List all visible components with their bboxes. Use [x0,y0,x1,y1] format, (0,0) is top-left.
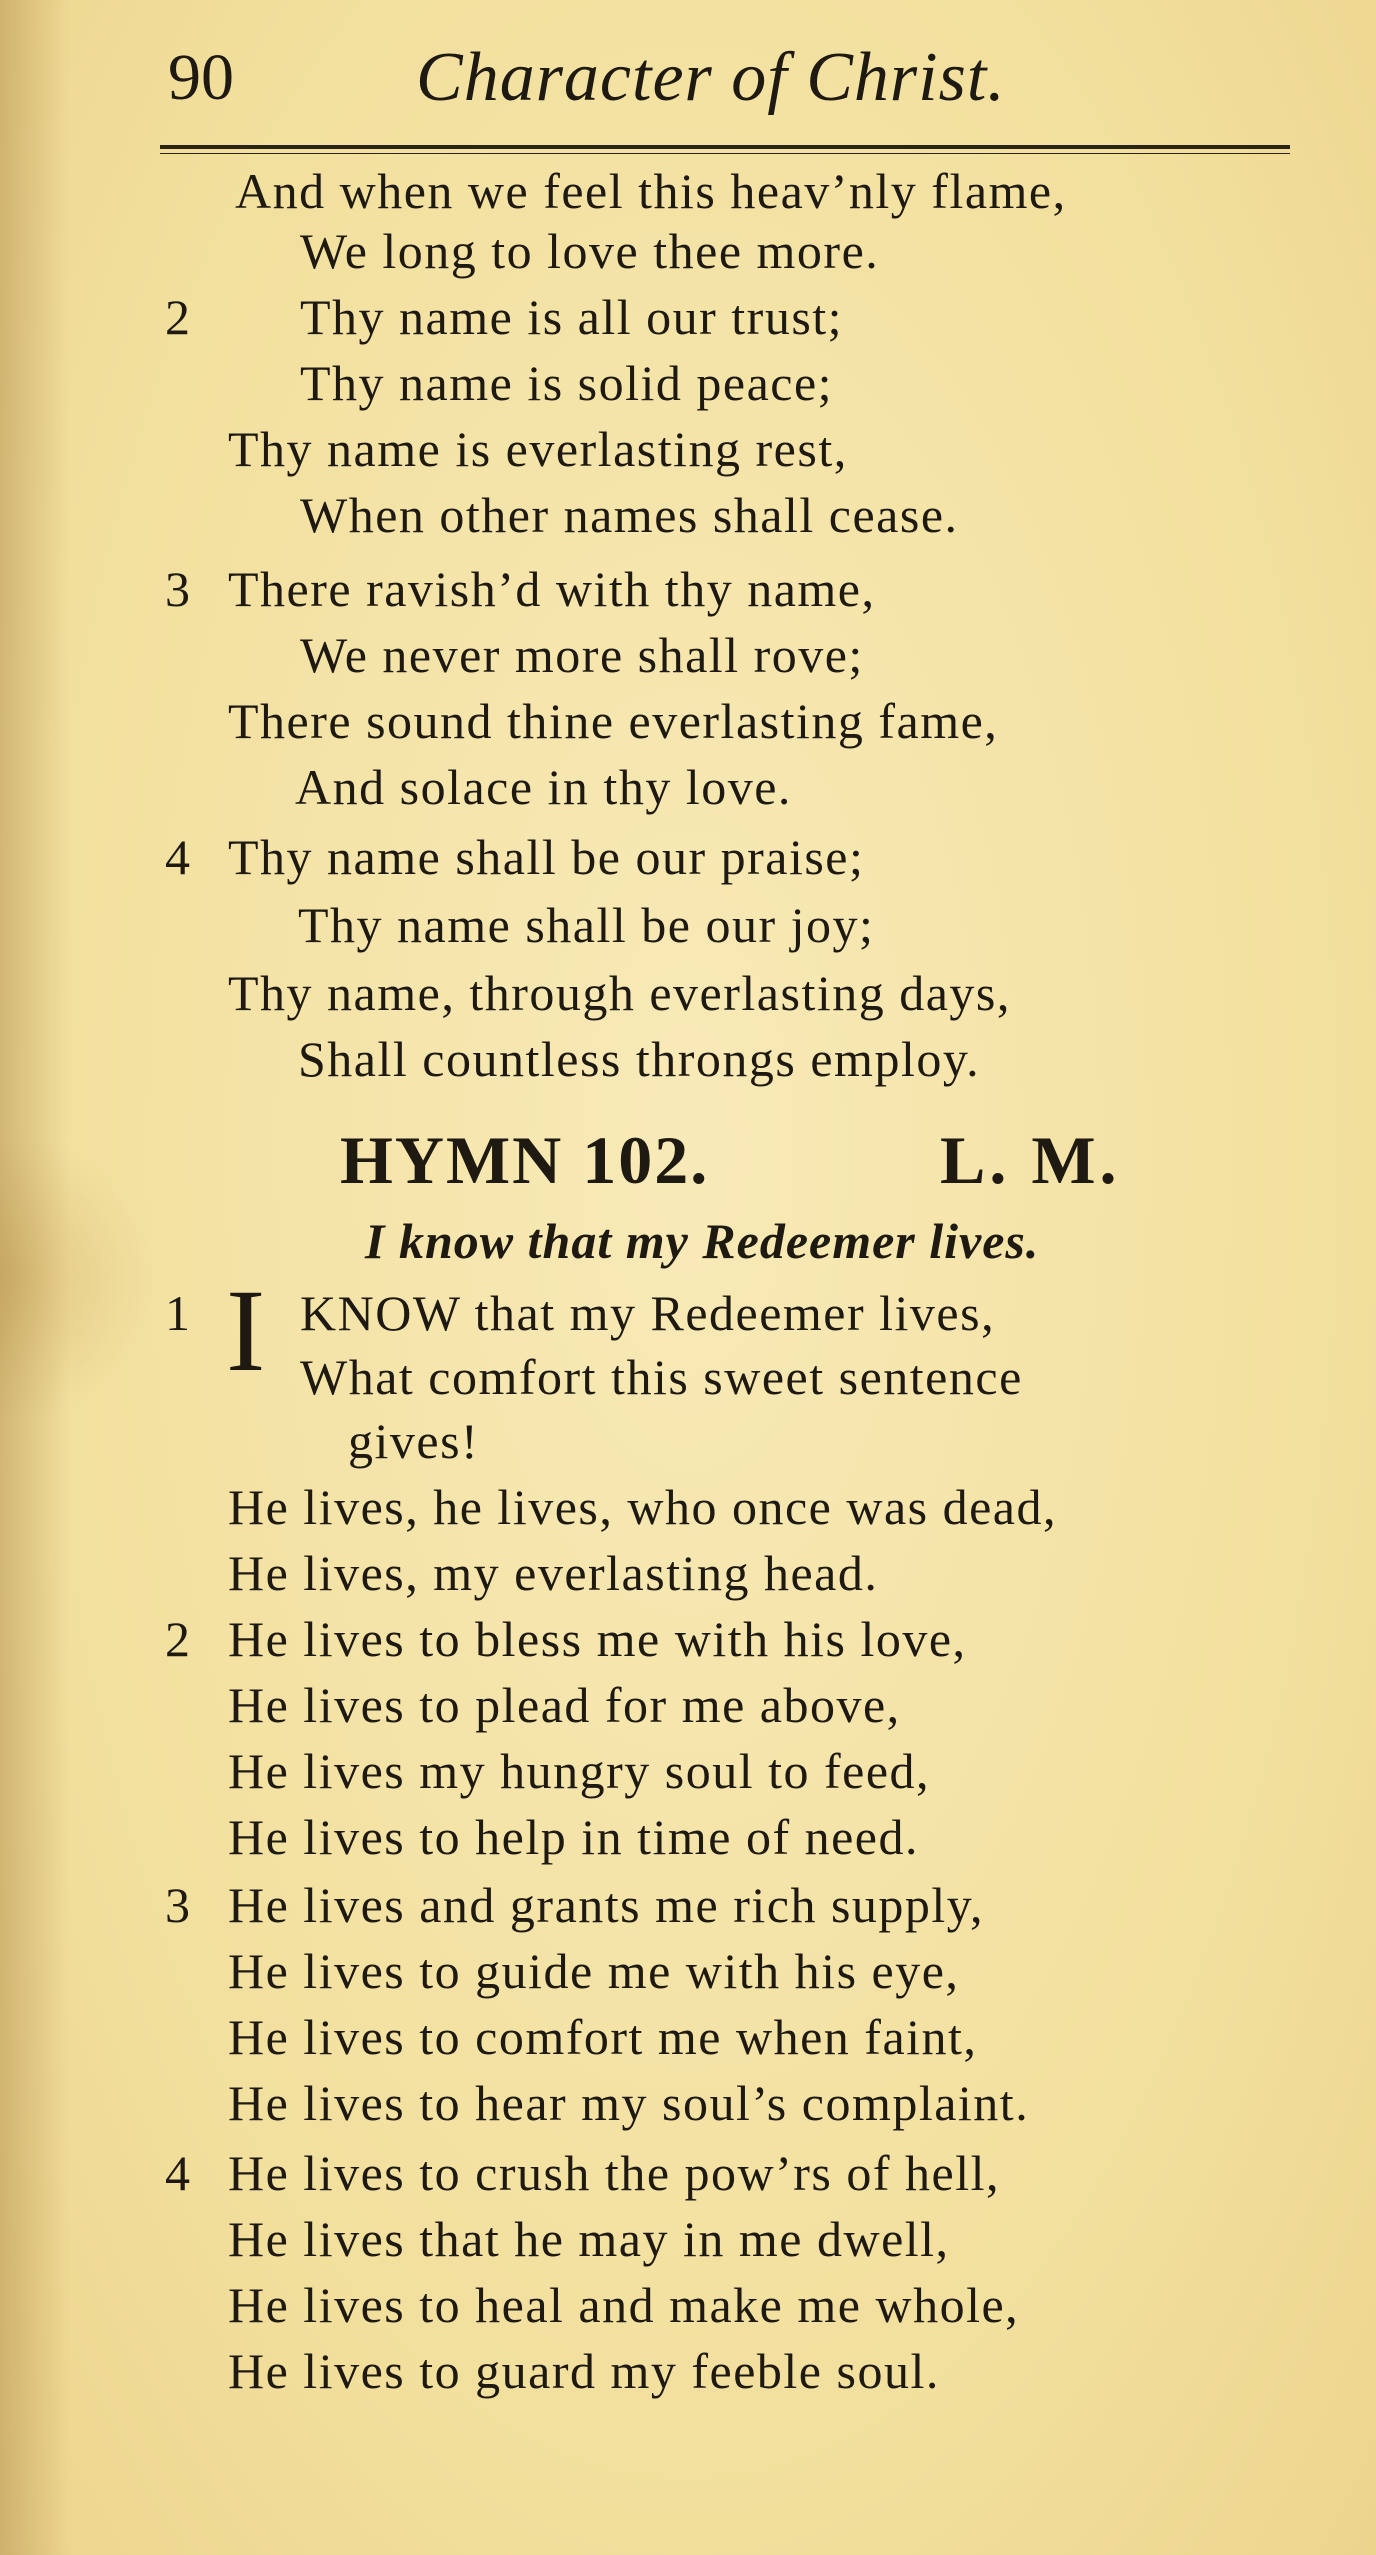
drop-cap: I [226,1265,267,1396]
page-edge-shadow [0,0,70,2555]
verse-line: Thy name shall be our praise; [228,829,865,885]
verse-line: He lives to plead for me above, [228,1677,901,1733]
verse-line: He lives to bless me with his love, [228,1611,967,1667]
verse-line: Shall countless throngs employ. [298,1031,981,1087]
verse-line: KNOW that my Redeemer lives, [300,1285,996,1341]
verse-line: He lives to help in time of need. [228,1809,920,1865]
verse-line: He lives to guide me with his eye, [228,1943,960,1999]
verse-line: There sound thine everlasting fame, [228,693,999,749]
stanza-number: 3 [165,1877,192,1933]
verse-line: He lives to comfort me when faint, [228,2009,978,2065]
verse-line: What comfort this sweet sentence [300,1349,1023,1405]
stanza-number: 4 [165,829,192,885]
verse-line: He lives to hear my soul’s complaint. [228,2075,1030,2131]
verse-line: When other names shall cease. [300,487,959,543]
page-header [168,28,1208,128]
verse-line: He lives to guard my feeble soul. [228,2343,940,2399]
verse-line: He lives that he may in me dwell, [228,2211,950,2267]
stanza-number: 2 [165,289,192,345]
verse-line: He lives to crush the pow’rs of hell, [228,2145,1001,2201]
running-title: Character of Christ. [416,39,1006,116]
verse-line: Thy name shall be our joy; [298,897,875,953]
hymn-subtitle: I know that my Redeemer lives. [365,1213,1040,1269]
verse-line: He lives and grants me rich supply, [228,1877,985,1933]
verse-line: We long to love thee more. [300,223,880,279]
verse-line: He lives, he lives, who once was dead, [228,1479,1057,1535]
verse-line: He lives to heal and make me whole, [228,2277,1020,2333]
verse-line: Thy name is everlasting rest, [228,421,848,477]
page-number: 90 [168,41,234,114]
header-rule-thin [160,153,1290,154]
verse-line: And solace in thy love. [295,759,792,815]
verse-line: Thy name is solid peace; [300,355,834,411]
hymn-title: HYMN 102. [340,1122,710,1198]
verse-line: Thy name is all our trust; [300,289,844,345]
verse-line: Thy name, through everlasting days, [228,965,1011,1021]
stanza-number: 2 [165,1611,192,1667]
stanza-number: 3 [165,561,192,617]
verse-line: gives! [348,1413,480,1469]
header-rule [160,145,1290,149]
verse-line: We never more shall rove; [300,627,864,683]
hymn-meter: L. M. [940,1122,1121,1198]
stanza-number: 1 [165,1285,192,1341]
stanza-number: 4 [165,2145,192,2201]
verse-line: He lives, my everlasting head. [228,1545,879,1601]
verse-line: He lives my hungry soul to feed, [228,1743,931,1799]
verse-line: And when we feel this heav’nly flame, [235,163,1067,219]
verse-line: There ravish’d with thy name, [228,561,876,617]
